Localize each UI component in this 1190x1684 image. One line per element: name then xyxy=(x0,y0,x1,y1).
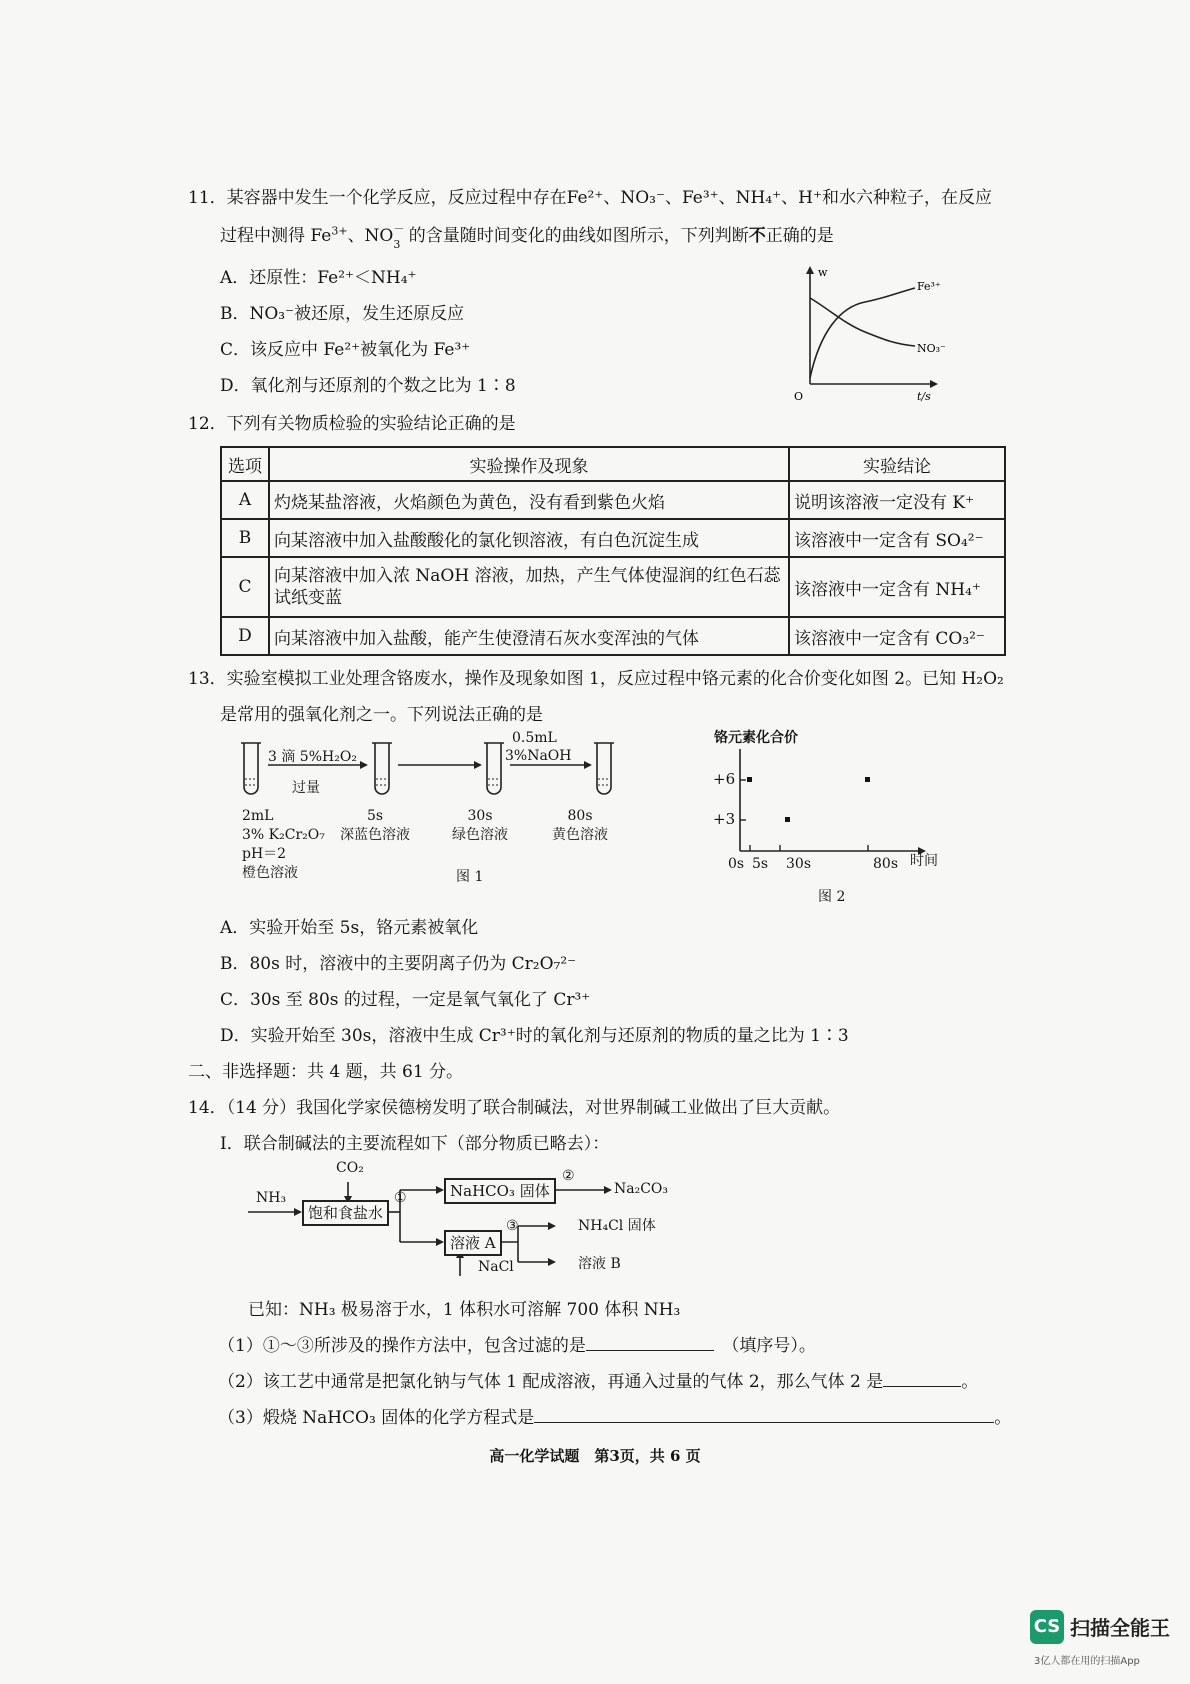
q13-fig2-x-tick-0s: 0s xyxy=(728,856,745,872)
table-row xyxy=(221,519,1005,557)
q11-stem-line1: 11．某容器中发生一个化学反应，反应过程中存在Fe²⁺、NO₃⁻、Fe³⁺、NH₄⁺、H⁺和水六种粒子，在反应 xyxy=(188,188,992,208)
q12-row-operation: 灼烧某盐溶液，火焰颜色为黄色，没有看到紫色火焰 xyxy=(269,481,789,519)
test-tube-icon xyxy=(372,743,392,794)
test-tube-icon xyxy=(484,743,504,794)
q14-part1-heading: Ⅰ．联合制碱法的主要流程如下（部分物质已略去）： xyxy=(220,1134,610,1154)
q13-fig2-point-30s xyxy=(785,817,790,822)
q12-row-conclusion: 该溶液中一定含有 NH₄⁺ xyxy=(789,557,1005,617)
q11-graph-curve1-label: Fe³⁺ xyxy=(917,280,941,293)
q12-row-operation: 向某溶液中加入盐酸，能产生使澄清石灰水变浑浊的气体 xyxy=(269,617,789,655)
q14-flow-box-solution-a: 溶液 A xyxy=(444,1230,502,1256)
q13-fig1-arrow1-bottom: 过量 xyxy=(292,780,320,796)
q13-fig2-x-tick-5s: 5s xyxy=(752,856,769,872)
q13-stem-line2: 是常用的强氧化剂之一。下列说法正确的是 xyxy=(220,705,543,725)
q14-flow-step1: ① xyxy=(394,1190,407,1206)
q12-row-conclusion: 该溶液中一定含有 SO₄²⁻ xyxy=(789,519,1005,557)
watermark-tagline: 3亿人都在用的扫描App xyxy=(1034,1656,1140,1667)
q13-option-c: C．30s 至 80s 的过程，一定是氧气氧化了 Cr³⁺ xyxy=(220,990,591,1010)
q14-flow-nacl: NaCl xyxy=(478,1259,514,1275)
q11-stem-line2: 过程中测得 $Fe^{3+}$、NO － 3 的含量随时间变化的曲线如图所示，下列判断不正确的是 xyxy=(220,222,834,251)
q12-row-option: A xyxy=(221,481,269,519)
q11-option-a: A．还原性：Fe²⁺＜NH₄⁺ xyxy=(220,268,417,288)
q14-sub1: （1）①～③所涉及的操作方法中，包含过滤的是 （填序号）。 xyxy=(218,1336,816,1356)
q13-fig2-y-tick-6: +6 xyxy=(713,770,736,788)
q14-flow-product-na2co3: Na₂CO₃ xyxy=(614,1181,669,1197)
q12-header-row xyxy=(221,447,1005,481)
q12-row-operation: 向某溶液中加入浓 NaOH 溶液，加热，产生气体使湿润的红色石蕊试纸变蓝 xyxy=(269,557,789,617)
q13-fig1-arrow3-top1: 0.5mL xyxy=(512,730,557,746)
table-row xyxy=(221,617,1005,655)
q12-row-option: B xyxy=(221,519,269,557)
watermark-app-name: 扫描全能王 xyxy=(1070,1616,1170,1640)
q11-option-d: D．氧化剂与还原剂的个数之比为 1∶8 xyxy=(220,376,516,396)
q13-fig1-arrow1-top: 3 滴 5%H₂O₂ xyxy=(268,749,357,765)
q12-row-operation: 向某溶液中加入盐酸酸化的氯化钡溶液，有白色沉淀生成 xyxy=(269,519,789,557)
q13-option-d: D．实验开始至 30s，溶液中生成 Cr³⁺时的氧化剂与还原剂的物质的量之比为 1∶3 xyxy=(220,1026,849,1046)
q14-known: 已知：NH₃ 极易溶于水，1 体积水可溶解 700 体积 NH₃ xyxy=(248,1300,681,1320)
q14-flow-step3: ③ xyxy=(506,1218,519,1234)
test-tube-icon xyxy=(241,743,261,794)
q14-flow-nh3: NH₃ xyxy=(256,1190,287,1206)
q13-option-a: A．实验开始至 5s，铬元素被氧化 xyxy=(220,918,479,938)
q12-row-option: D xyxy=(221,617,269,655)
q14-sub3: （3）煅烧 NaHCO₃ 固体的化学方程式是 。 xyxy=(218,1408,1012,1428)
q13-fig2-y-title: 铬元素化合价 xyxy=(714,730,798,746)
q11-option-b: B．NO₃⁻被还原，发生还原反应 xyxy=(220,304,465,324)
q13-fig2-point-0s xyxy=(747,777,752,782)
camscanner-logo-icon: CS xyxy=(1030,1610,1064,1644)
q12-row-conclusion: 该溶液中一定含有 CO₃²⁻ xyxy=(789,617,1005,655)
q13-fig1-tube1-label: 2mL 3% K₂Cr₂O₇ pH＝2 橙色溶液 xyxy=(242,808,325,881)
q11-option-c: C．该反应中 Fe²⁺被氧化为 Fe³⁺ xyxy=(220,340,471,360)
q14-flow-product-nh4cl: NH₄Cl 固体 xyxy=(578,1218,656,1234)
q14-stem: 14．（14 分）我国化学家侯德榜发明了联合制碱法，对世界制碱工业做出了巨大贡献。 xyxy=(188,1098,841,1118)
answer-blank-2[interactable] xyxy=(883,1386,961,1387)
table-row xyxy=(221,557,1005,617)
q12-row-option: C xyxy=(221,557,269,617)
q13-fig2-caption: 图 2 xyxy=(818,889,846,905)
q13-fig2-point-80s xyxy=(865,777,870,782)
q13-fig1-tube3-label: 30s 绿色溶液 xyxy=(452,808,508,843)
q12-header-option: 选项 xyxy=(221,447,269,481)
q14-flow-box-nahco3: NaHCO₃ 固体 xyxy=(444,1178,556,1204)
q11-graph-fe3-curve xyxy=(810,288,915,378)
q14-flow-step2: ② xyxy=(562,1168,575,1184)
q12-header-conclusion: 实验结论 xyxy=(789,447,1005,481)
q12-stem: 12．下列有关物质检验的实验结论正确的是 xyxy=(188,414,516,434)
answer-blank-3[interactable] xyxy=(534,1422,994,1423)
q11-graph-x-label: t/s xyxy=(917,390,931,403)
q13-fig1-arrow3-top2: 3%NaOH xyxy=(505,748,572,764)
page-footer: 高一化学试题 第3页，共 6 页 xyxy=(489,1447,701,1465)
q13-option-b: B．80s 时，溶液中的主要阴离子仍为 Cr₂O₇²⁻ xyxy=(220,954,577,974)
answer-blank-1[interactable] xyxy=(586,1350,714,1351)
q11-graph-y-label: w xyxy=(818,266,828,279)
q11-content-graph xyxy=(790,262,946,403)
q11-graph-origin: O xyxy=(794,390,804,403)
q11-graph-curve2-label: NO₃⁻ xyxy=(917,342,946,355)
q13-fig2-chart xyxy=(712,745,952,865)
test-tube-icon xyxy=(594,743,614,794)
q14-flow-co2: CO₂ xyxy=(336,1160,364,1176)
q14-flow-product-solution-b: 溶液 B xyxy=(578,1256,621,1272)
q13-stem-line1: 13．实验室模拟工业处理含铬废水，操作及现象如图 1，反应过程中铬元素的化合价变化如图 2。已知 H₂O₂ xyxy=(188,669,1004,689)
q12-table xyxy=(220,446,1006,656)
q13-fig1-tube2-label: 5s 深蓝色溶液 xyxy=(340,808,410,843)
q12-header-operation: 实验操作及现象 xyxy=(269,447,789,481)
table-row xyxy=(221,481,1005,519)
q11-graph-no3-curve xyxy=(810,298,915,346)
q14-flow-box-brine: 饱和食盐水 xyxy=(302,1200,389,1226)
q13-fig2-x-tick-30s: 30s xyxy=(786,856,811,872)
q13-fig2-x-tick-80s: 80s xyxy=(873,856,898,872)
q12-row-conclusion: 说明该溶液一定没有 K⁺ xyxy=(789,481,1005,519)
q13-fig2-y-tick-3: +3 xyxy=(713,810,736,828)
section-heading: 二、非选择题：共 4 题，共 61 分。 xyxy=(188,1062,464,1082)
q13-fig1-tube4-label: 80s 黄色溶液 xyxy=(552,808,608,843)
q14-sub2: （2）该工艺中通常是把氯化钠与气体 1 配成溶液，再通入过量的气体 2，那么气体 2 是 。 xyxy=(218,1372,979,1392)
q13-fig1-caption: 图 1 xyxy=(456,869,484,885)
q13-fig2-x-title: 时间 xyxy=(910,853,938,869)
